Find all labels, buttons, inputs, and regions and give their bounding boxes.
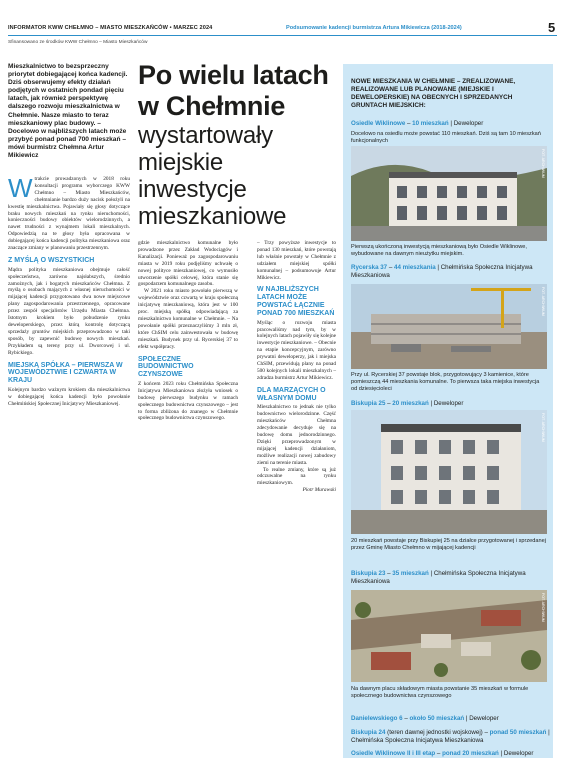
page-number: 5 (548, 20, 556, 35)
photo-caption: Pierwszą ukończoną inwestycją mieszkaniową było Osiedle Wiklinowe, wybudowane na dawnym nieużytku miejskim. (351, 244, 527, 257)
paragraph: gdzie mieszkalnictwo komunalne było prowadzone przez Zakład Wodociągów i Kanalizacji. Ponieważ po zagospodarowaniu miasta w 2019 roku podjęliśmy uchwałę o nowej polityce mieszkaniowej, co wymusiło utworzenie spółki celowej, która stanie się gospodarzem komunalnego zasobu. (138, 240, 238, 288)
funding-note: Sfinansowano ze środków KWW Chełmno – Miasto Mieszkańców (8, 40, 148, 45)
investment-item-2: Rycerska 37 – 44 mieszkania | Chełmińska Społeczna Inicjatywa Mieszkaniowa (351, 264, 533, 279)
subheading: DLA MARZĄCYCH O WŁASNYM DOMU (257, 386, 326, 402)
investment-item-7: Osiedle Wiklinowe II i III etap – ponad 20 mieszkań | Deweloper (351, 750, 534, 757)
header-rule (8, 35, 557, 36)
subheading: W NAJBLIŻSZYCH LATACH MOŻE POWSTAĆ ŁĄCZNIE PONAD 700 MIESZKAŃ (257, 286, 335, 317)
article-column-1 (8, 173, 130, 408)
page-header (0, 0, 569, 36)
sidebar-heading: NOWE MIESZKANIA W CHEŁMNIE – ZREALIZOWANE, REALIZOWANE LUB PLANOWANE (MIEJSKIE I DEWELOPERSKIE) NA OBECNYCH I SPRZEDANYCH GRUNTACH MIEJSKICH: (351, 78, 516, 109)
paragraph: Myśląc o rozwoju miasta pracowaliśmy nad tym, by w kolejnych latach pojawiły się kolejne inwestycje mieszkaniowe. – Obecnie na etapie koncepcyjnym, zarówno prywatni deweloperzy, jak i miejska ChSIM, przewidują plany na ponad 500 kolejnych lokali mieszkalnych – zdradza burmistrz Artur Mikiewicz. (257, 319, 336, 381)
section-title: Podsumowanie kadencji burmistrza Artura Mikiewicza (2018-2024) (286, 25, 462, 31)
investment-item-4: Biskupia 23 – 35 mieszkań | Chełmińska Społeczna Inicjatywa Mieszkaniowa (351, 570, 526, 585)
subheading: Z MYŚLĄ O WSZYSTKICH (8, 256, 95, 264)
headline-bold: Po wielu latach w Chełmnie (138, 60, 329, 121)
author-signature: Piotr Murawski (302, 487, 336, 494)
investment-item-5: Danielewskiego 6 – około 50 mieszkań | Deweloper (351, 715, 499, 722)
paragraph: Mądra polityka mieszkaniowa obejmuje całość społeczeństwa, zarówno najsłabszych, średnio zamożnych, jak i bogatych mieszkańców Chełmna. Z myślą o osobach mających z własnej nieruchomości w mijającej kadencji przygotowano dwa nowe miejscowe plany zagospodarowania przestrzennego, opracowane przez zespół specjalistów Urzędu Miasta Chełmna. Istotnym krokiem było pobudzenie rynku deweloperskiego, przez którą kontrolę dotyczącą sprzedaży gruntów miejskich przeprowadzono w taki sposób, by zapewnić budowę nowych mieszkań. Przykładem są tereny przy ul. Dworcowej i ul. Rybickiego. (8, 266, 130, 356)
lead-paragraph: Mieszkalnictwo to bezsprzeczny priorytet dobiegającej końca kadencji. Dziś obserwujemy efekty działań podjętych w ostatnich pondad pięciu latach, jak również perspektywę dalszego rozwoju mieszkalnictwa w Chełmnie. Nasze miasto to teraz mieszkaniowy plac budowy. – Docelowo w najbliższych latach może przybyć ponad ponad 700 mieszkań – mówi burmistrz Chełmna Artur Mikiewicz (8, 63, 128, 160)
photo-rycerska-37: FOT. ARCHIWUM (351, 284, 547, 369)
paragraph: To realne zmiany, które są już odczuwalne na rynku mieszkaniowym. (257, 466, 336, 487)
construction-photo (351, 284, 547, 369)
headline-light: wystartowały miejskie inwestycje mieszkaniowe (138, 122, 287, 230)
investment-item-1: Osiedle Wiklinowe – 10 mieszkań | Deweloper (351, 120, 484, 127)
photo-osiedle-wiklinowe: FOT. ARCHIWUM (351, 146, 547, 241)
subheading: MIEJSKA SPÓŁKA – PIERWSZA W WOJEWÓDZTWIE I CZWARTA W KRAJU (8, 361, 123, 385)
paragraph: Kolejnym bardzo ważnym krokiem dla mieszkalnictwa w dobiegającej końca kadencji było powołanie Chełmińskiej Społecznej Inicjatywy Mieszkaniowej. (8, 386, 130, 407)
photo-caption: 20 mieszkań powstaje przy Biskupiej 25 na działce przygotowanej i sprzedanej przez Gminę Miasto Chełmno w mijającej kadencji (351, 538, 546, 551)
paragraph: Mieszkalnictwo to jednak nie tylko budownictwo wielorodzinne. Część mieszkańców Chełmna zdecydowanie decyduje się na budowę domu jednorodzinnego. Dzięki przeprowadzonym w mijającej kadencji działaniom, możliwe realizacji nowej zabudowy ziemi na terenie miasta. (257, 404, 336, 466)
drop-cap: W (8, 173, 33, 203)
photo-caption: Przy ul. Rycerskiej 37 powstaje blok, przygotowujący 3 kamienice, które pomieszczą 44 mieszkania komunalne. To pierwsza taka miejska inwestycja od dziesięcioleci (351, 372, 540, 392)
publication-title: INFORMATOR KWW CHEŁMNO – MIASTO MIESZKAŃCÓW • MARZEC 2024 (8, 25, 213, 31)
investments-sidebar (343, 64, 553, 758)
paragraph: W 2021 roku miasto powołało pierwszą w województwie oraz czwartą w kraju społeczną inicjatywę mieszkaniową, która jest w 100 proc. miejską spółką odpowiadającą za mieszkalnictwo komunalne w Chełmnie. – Na powołanie spółki przeznaczyliśmy 3 mln zł, które ChSIM celu zainwestowała w budowę mieszkań. Budynek przy ul. Rycerskiej 37 to efekt współpracy. (138, 288, 238, 350)
photo-biskupia-25: FOT. ARCHIWUM (351, 410, 547, 534)
photo-biskupia-23: FOT. ARCHIWUM (351, 590, 547, 682)
subheading: SPOŁECZNE BUDOWNICTWO CZYNSZOWE (138, 355, 194, 379)
building-photo (351, 410, 547, 534)
investment-note: Docelowo na osiedlu może powstać 110 mieszkań. Dziś są tam 10 mieszkań funkcjonalnych (351, 131, 541, 144)
paragraph: – Trzy powyższe inwestycje to ponad 130 mieszkań, które powstają lub właśnie powstały w Chełmnie z udziałem miejskiej spółki komunalnej – podsumowuje Artur Mikiewicz. (257, 240, 336, 281)
article-column-3 (257, 240, 336, 494)
photo-caption: Na dawnym placu składowym miasta powstanie 35 mieszkań w formule społecznego budownictwa czynszowego (351, 686, 529, 699)
building-photo (351, 146, 547, 241)
paragraph: trakcie prowadzonych w 2018 roku konsultacji programu wyborczego KWW Chełmno – Miasto Mieszkańców, chełmnianie bardzo duży nacisk położyli na kwestię mieszkalnictwa. Pojawiały się głosy dotyczące braku nowych mieszkań na rynku nieruchomości, konieczności budowy obiektów wielorodzinnych, a nawet trudności z wynajmem lokali mieszkalnych. Odpowiedzią na te głosy była opracowana w dobiegającej końca kadencji polityka mieszkaniowa oraz znaczące zmiany w planowaniu przestrzennym. (8, 176, 130, 252)
investment-item-6: Biskupia 24 (teren dawnej jednostki wojskowej) – ponad 50 mieszkań | Chełmińska Społeczna Inicjatywa Mieszkaniowa (351, 729, 550, 744)
article-column-2 (138, 240, 238, 422)
paragraph: Z końcem 2023 roku Chełmińska Społeczna Inicjatywa Mieszkaniowa złożyła wniosek o budowę pierwszego budynku w ramach społecznego budownictwa czynszowego – jest to forma zbliżona do znanego w Chełmnie społecznego budownictwa czynszowego. (138, 380, 238, 422)
investment-item-3: Biskupia 25 – 20 mieszkań | Deweloper (351, 400, 464, 407)
aerial-photo (351, 590, 547, 682)
